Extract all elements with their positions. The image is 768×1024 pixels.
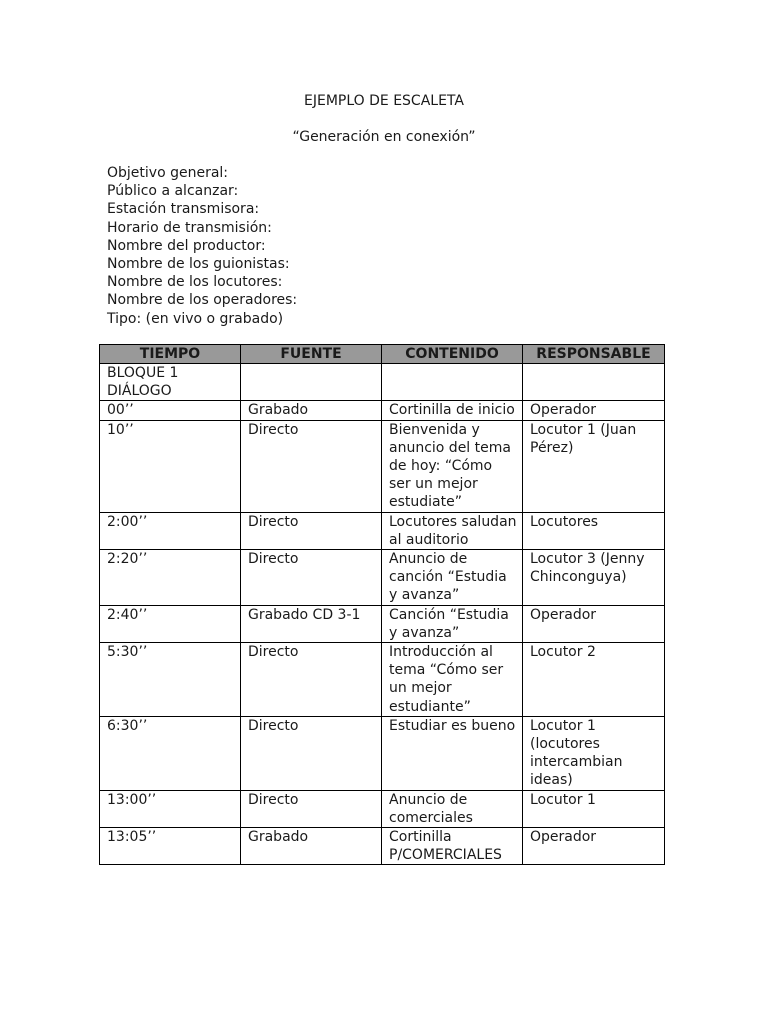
document-title: EJEMPLO DE ESCALETA: [304, 93, 464, 109]
cell-contenido: Locutores saludan al auditorio: [382, 512, 523, 549]
field-publico: Público a alcanzar:: [107, 183, 239, 200]
table-body: [100, 364, 665, 865]
info-field-list: [107, 164, 297, 328]
cell-contenido: Estudiar es bueno: [382, 716, 523, 790]
cell-responsable: Operador: [523, 605, 665, 642]
cell-tiempo: 00’’: [100, 401, 241, 420]
cell-contenido: Bienvenida y anuncio del tema de hoy: “Cómo ser un mejor estudiate”: [382, 420, 523, 512]
cell-fuente: Directo: [241, 716, 382, 790]
cell-tiempo: 13:00’’: [100, 790, 241, 827]
document-subtitle: “Generación en conexión”: [292, 129, 476, 145]
cell-responsable: Operador: [523, 828, 665, 865]
cell-contenido: Introducción al tema “Cómo ser un mejor estudiante”: [382, 643, 523, 717]
field-operadores: Nombre de los operadores:: [107, 292, 298, 309]
table-row: [100, 605, 665, 642]
table-row: [100, 716, 665, 790]
cell-responsable: Locutor 3 (Jenny Chinconguya): [523, 550, 665, 606]
table-row: [100, 364, 665, 401]
cell-contenido: Cortinilla P/COMERCIALES: [382, 828, 523, 865]
cell-fuente: Directo: [241, 550, 382, 606]
cell-responsable: Locutor 1: [523, 790, 665, 827]
field-locutores: Nombre de los locutores:: [107, 274, 283, 291]
cell-fuente: Directo: [241, 643, 382, 717]
cell-fuente: Grabado: [241, 828, 382, 865]
cell-tiempo: 5:30’’: [100, 643, 241, 717]
cell-tiempo: BLOQUE 1 DIÁLOGO: [100, 364, 241, 401]
cell-fuente: Grabado CD 3-1: [241, 605, 382, 642]
table-header-row: [100, 345, 665, 364]
header-responsable: RESPONSABLE: [523, 345, 665, 364]
cell-tiempo: 10’’: [100, 420, 241, 512]
table-row: [100, 643, 665, 717]
cell-fuente: Directo: [241, 420, 382, 512]
cell-contenido: [382, 364, 523, 401]
cell-tiempo: 13:05’’: [100, 828, 241, 865]
cell-tiempo: 2:40’’: [100, 605, 241, 642]
cell-fuente: Directo: [241, 790, 382, 827]
cell-fuente: [241, 364, 382, 401]
cell-responsable: Operador: [523, 401, 665, 420]
cell-tiempo: 6:30’’: [100, 716, 241, 790]
cell-tiempo: 2:00’’: [100, 512, 241, 549]
table-row: [100, 420, 665, 512]
cell-contenido: Anuncio de canción “Estudia y avanza”: [382, 550, 523, 606]
cell-responsable: Locutor 1 (Juan Pérez): [523, 420, 665, 512]
field-guionistas: Nombre de los guionistas:: [107, 255, 290, 272]
field-objetivo: Objetivo general:: [107, 165, 229, 181]
escaleta-table: [99, 344, 665, 865]
cell-responsable: Locutor 2: [523, 643, 665, 717]
table-row: [100, 401, 665, 420]
header-tiempo: TIEMPO: [100, 345, 241, 364]
field-estacion: Estación transmisora:: [107, 201, 260, 218]
table-row: [100, 790, 665, 827]
header-contenido: CONTENIDO: [382, 345, 523, 364]
cell-contenido: Canción “Estudia y avanza”: [382, 605, 523, 642]
cell-tiempo: 2:20’’: [100, 550, 241, 606]
cell-contenido: Anuncio de comerciales: [382, 790, 523, 827]
cell-fuente: Grabado: [241, 401, 382, 420]
table-row: [100, 512, 665, 549]
cell-responsable: [523, 364, 665, 401]
header-fuente: FUENTE: [241, 345, 382, 364]
cell-fuente: Directo: [241, 512, 382, 549]
table-row: [100, 550, 665, 606]
field-horario: Horario de transmisión:: [107, 219, 272, 236]
field-tipo: Tipo: (en vivo o grabado): [107, 310, 284, 327]
cell-responsable: Locutor 1 (locutores intercambian ideas): [523, 716, 665, 790]
cell-contenido: Cortinilla de inicio: [382, 401, 523, 420]
table-row: [100, 828, 665, 865]
cell-responsable: Locutores: [523, 512, 665, 549]
field-productor: Nombre del productor:: [107, 237, 266, 254]
